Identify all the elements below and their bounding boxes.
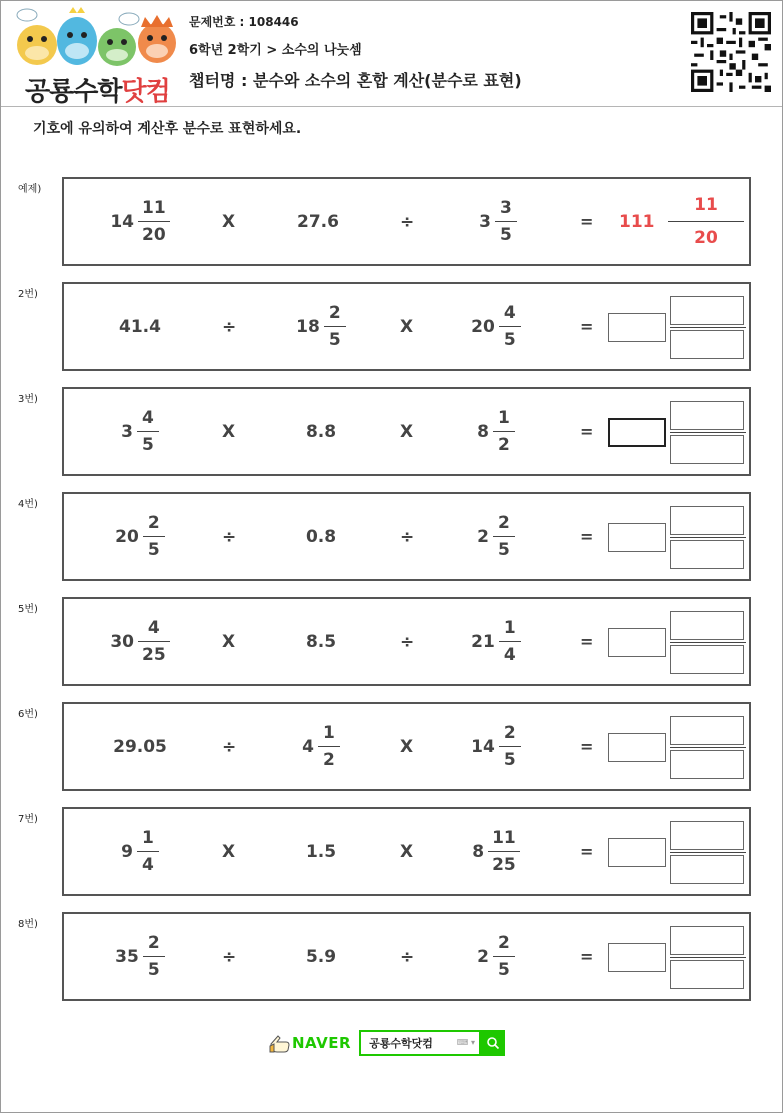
operator-1: X bbox=[222, 421, 236, 442]
answer-whole: 111 bbox=[619, 211, 655, 232]
answer-denominator-input[interactable] bbox=[670, 750, 744, 779]
logo-title-main: 공룡수학 bbox=[25, 77, 122, 107]
denominator: 2 bbox=[498, 435, 510, 455]
naver-search-banner[interactable] bbox=[268, 1030, 505, 1056]
answer-denominator-input[interactable] bbox=[670, 855, 744, 884]
term-2 bbox=[288, 284, 354, 369]
operator-1: X bbox=[222, 841, 236, 862]
term-2: 8.8 bbox=[305, 421, 337, 442]
fraction-bar bbox=[670, 432, 746, 433]
denominator: 4 bbox=[142, 855, 154, 875]
fraction bbox=[493, 405, 515, 458]
fraction bbox=[499, 615, 521, 668]
operator-2: ÷ bbox=[400, 211, 415, 232]
term-3 bbox=[468, 704, 524, 789]
problem-row bbox=[62, 492, 751, 581]
fraction bbox=[138, 195, 170, 248]
term-2: 5.9 bbox=[305, 946, 337, 967]
denominator: 20 bbox=[142, 225, 166, 245]
numerator: 1 bbox=[142, 828, 154, 848]
denominator: 5 bbox=[328, 330, 341, 350]
whole-number: 30 bbox=[110, 631, 134, 652]
term-2: 27.6 bbox=[297, 211, 339, 232]
term-3 bbox=[468, 809, 524, 894]
problem-number: 문제번호 : 108446 bbox=[189, 15, 299, 29]
naver-logo bbox=[268, 1032, 351, 1054]
denominator: 4 bbox=[503, 645, 516, 665]
search-input[interactable] bbox=[359, 1030, 481, 1056]
grade-path: 6학년 2학기 > 소수의 나눗셈 bbox=[189, 43, 362, 58]
term-2 bbox=[288, 704, 354, 789]
numerator: 4 bbox=[147, 618, 160, 638]
term-3 bbox=[468, 284, 524, 369]
term-3 bbox=[468, 389, 524, 474]
whole-number: 20 bbox=[115, 526, 139, 547]
whole-number: 18 bbox=[296, 316, 320, 337]
whole-number: 20 bbox=[471, 316, 495, 337]
term-3 bbox=[468, 494, 524, 579]
answer-numerator-input[interactable] bbox=[670, 926, 744, 955]
fraction-bar bbox=[670, 957, 746, 958]
answer-whole-input[interactable] bbox=[608, 838, 666, 867]
problem-label: 4번) bbox=[18, 499, 38, 510]
numerator: 2 bbox=[498, 513, 510, 533]
answer-numerator-input[interactable] bbox=[670, 716, 744, 745]
operator-2: ÷ bbox=[400, 946, 415, 967]
problem-label: 3번) bbox=[18, 394, 38, 405]
answer-whole-input[interactable] bbox=[608, 523, 666, 552]
problem-label: 5번) bbox=[18, 604, 38, 615]
answer-whole-input[interactable] bbox=[608, 733, 666, 762]
operator-2: ÷ bbox=[400, 526, 415, 547]
denominator: 5 bbox=[147, 960, 160, 980]
fraction-bar bbox=[670, 642, 746, 643]
fraction bbox=[499, 300, 521, 353]
fraction bbox=[137, 825, 159, 878]
equals-sign: = bbox=[580, 422, 594, 441]
answer-whole-input[interactable] bbox=[608, 418, 666, 447]
problem-row bbox=[62, 702, 751, 791]
denominator: 5 bbox=[142, 435, 154, 455]
numerator: 4 bbox=[142, 408, 154, 428]
chapter-title: 챕터명 : 분수와 소수의 혼합 계산(분수로 표현) bbox=[189, 71, 522, 90]
search-icon bbox=[486, 1036, 500, 1050]
hand-pointer-icon bbox=[268, 1032, 292, 1054]
answer-whole-input[interactable] bbox=[608, 313, 666, 342]
problem-label: 예제) bbox=[18, 184, 42, 195]
term-3 bbox=[468, 914, 524, 999]
answer-numerator-input[interactable] bbox=[670, 296, 744, 325]
fraction-bar bbox=[670, 747, 746, 748]
term-1: 41.4 bbox=[119, 316, 161, 337]
numerator: 2 bbox=[147, 513, 160, 533]
denominator: 5 bbox=[147, 540, 160, 560]
whole-number: 3 bbox=[479, 211, 491, 232]
denominator: 5 bbox=[503, 750, 516, 770]
problem-row bbox=[62, 597, 751, 686]
whole-number: 4 bbox=[302, 736, 314, 757]
equals-sign: = bbox=[580, 632, 594, 651]
denominator: 5 bbox=[498, 960, 510, 980]
answer-numerator-input[interactable] bbox=[670, 506, 744, 535]
answer-denominator-input[interactable] bbox=[670, 540, 744, 569]
term-1: 29.05 bbox=[113, 736, 167, 757]
whole-number: 9 bbox=[121, 841, 133, 862]
search-button[interactable] bbox=[481, 1030, 505, 1056]
operator-2: X bbox=[400, 841, 414, 862]
whole-number: 14 bbox=[110, 211, 134, 232]
operator-1: ÷ bbox=[222, 316, 237, 337]
whole-number: 2 bbox=[477, 526, 489, 547]
logo-title-accent: 닷컴 bbox=[121, 77, 170, 107]
fraction bbox=[138, 615, 170, 668]
equals-sign: = bbox=[580, 737, 594, 756]
problem-row bbox=[62, 807, 751, 896]
whole-number: 14 bbox=[471, 736, 495, 757]
operator-1: ÷ bbox=[222, 526, 237, 547]
term-1 bbox=[108, 179, 172, 264]
term-1 bbox=[108, 389, 172, 474]
fraction bbox=[488, 825, 520, 878]
worksheet-header bbox=[1, 1, 782, 107]
fraction bbox=[493, 510, 515, 563]
fraction bbox=[143, 510, 165, 563]
problem-label: 2번) bbox=[18, 289, 38, 300]
problem-label: 6번) bbox=[18, 709, 38, 720]
numerator: 11 bbox=[492, 828, 516, 848]
dinosaur-mascots-icon bbox=[11, 7, 179, 69]
term-3 bbox=[474, 179, 522, 264]
search-query: 공룡수학닷컴 bbox=[369, 1037, 433, 1050]
whole-number: 21 bbox=[471, 631, 495, 652]
answer-numerator-input[interactable] bbox=[670, 401, 744, 430]
term-1 bbox=[108, 914, 172, 999]
term-3 bbox=[468, 599, 524, 684]
equals-sign: = bbox=[580, 947, 594, 966]
answer-denominator: 20 bbox=[694, 228, 718, 248]
operator-1: ÷ bbox=[222, 946, 237, 967]
operator-2: X bbox=[400, 316, 414, 337]
qr-code-icon[interactable] bbox=[691, 12, 771, 92]
naver-label: NAVER bbox=[292, 1034, 352, 1052]
denominator: 25 bbox=[142, 645, 166, 665]
operator-2: X bbox=[400, 421, 414, 442]
fraction bbox=[137, 405, 159, 458]
equals-sign: = bbox=[580, 212, 594, 231]
answer-whole-input[interactable] bbox=[608, 943, 666, 972]
fraction bbox=[493, 930, 515, 983]
problem-label: 7번) bbox=[18, 814, 38, 825]
term-1 bbox=[108, 809, 172, 894]
term-2: 1.5 bbox=[305, 841, 337, 862]
denominator: 5 bbox=[503, 330, 516, 350]
numerator: 2 bbox=[328, 303, 341, 323]
answer-denominator-input[interactable] bbox=[670, 960, 744, 989]
denominator: 25 bbox=[492, 855, 516, 875]
dinosaur-logo bbox=[11, 7, 179, 107]
operator-2: ÷ bbox=[400, 631, 415, 652]
problem-label: 8번) bbox=[18, 919, 38, 930]
fraction-bar bbox=[668, 221, 744, 222]
answer-fraction bbox=[668, 179, 744, 264]
instruction-text: 기호에 유의하여 계산후 분수로 표현하세요. bbox=[33, 121, 302, 137]
fraction bbox=[143, 930, 165, 983]
term-1 bbox=[108, 599, 172, 684]
answer-whole-input[interactable] bbox=[608, 628, 666, 657]
operator-1: ÷ bbox=[222, 736, 237, 757]
term-2: 8.5 bbox=[305, 631, 337, 652]
whole-number: 2 bbox=[477, 946, 489, 967]
fraction bbox=[499, 720, 521, 773]
denominator: 5 bbox=[498, 540, 510, 560]
equals-sign: = bbox=[580, 527, 594, 546]
operator-1: X bbox=[222, 211, 236, 232]
logo-title bbox=[25, 71, 170, 108]
numerator: 3 bbox=[500, 198, 512, 218]
whole-number: 8 bbox=[477, 421, 489, 442]
answer-denominator-input[interactable] bbox=[670, 435, 744, 464]
numerator: 1 bbox=[323, 723, 335, 743]
numerator: 4 bbox=[503, 303, 516, 323]
equals-sign: = bbox=[580, 317, 594, 336]
problem-row bbox=[62, 282, 751, 371]
numerator: 2 bbox=[498, 933, 510, 953]
numerator: 2 bbox=[147, 933, 160, 953]
fraction bbox=[324, 300, 346, 353]
term-2: 0.8 bbox=[305, 526, 337, 547]
numerator: 1 bbox=[498, 408, 510, 428]
equals-sign: = bbox=[580, 842, 594, 861]
denominator: 5 bbox=[500, 225, 512, 245]
problem-row bbox=[62, 912, 751, 1001]
fraction bbox=[318, 720, 340, 773]
whole-number: 3 bbox=[121, 421, 133, 442]
numerator: 11 bbox=[142, 198, 166, 218]
whole-number: 8 bbox=[472, 841, 485, 862]
answer-numerator-input[interactable] bbox=[670, 611, 744, 640]
fraction bbox=[495, 195, 517, 248]
operator-1: X bbox=[222, 631, 236, 652]
numerator: 2 bbox=[503, 723, 516, 743]
numerator: 1 bbox=[503, 618, 516, 638]
answer-numerator: 11 bbox=[694, 195, 718, 215]
example-problem bbox=[62, 177, 751, 266]
term-1 bbox=[108, 494, 172, 579]
fraction-bar bbox=[670, 327, 746, 328]
problem-row bbox=[62, 387, 751, 476]
denominator: 2 bbox=[323, 750, 335, 770]
fraction-bar bbox=[670, 852, 746, 853]
answer-denominator-input[interactable] bbox=[670, 645, 744, 674]
keyboard-icon[interactable]: ⌨ ▾ bbox=[456, 1038, 476, 1047]
fraction-bar bbox=[670, 537, 746, 538]
answer-denominator-input[interactable] bbox=[670, 330, 744, 359]
operator-2: X bbox=[400, 736, 414, 757]
answer-numerator-input[interactable] bbox=[670, 821, 744, 850]
whole-number: 35 bbox=[115, 946, 139, 967]
